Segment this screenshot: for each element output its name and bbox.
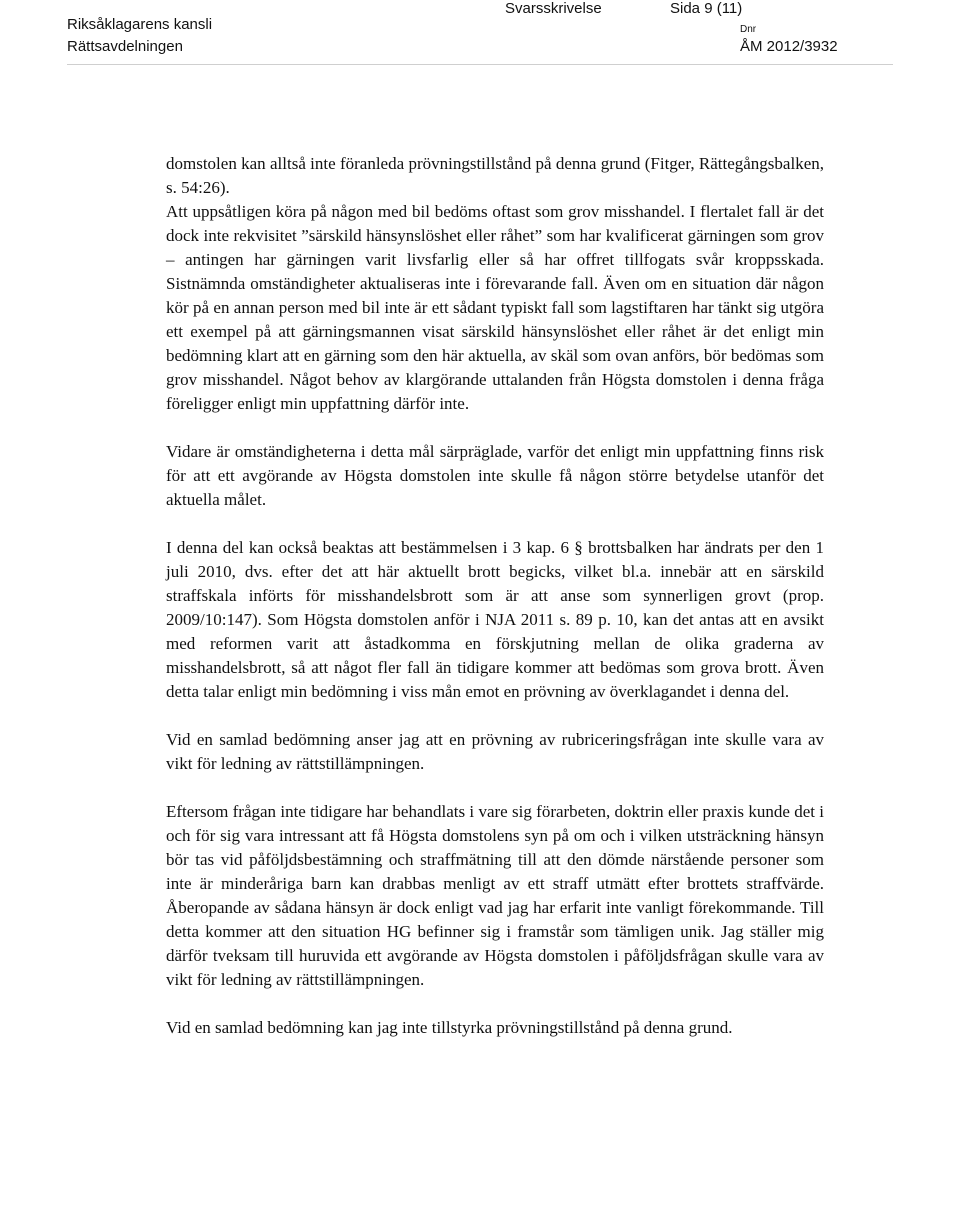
- dnr-label: Dnr: [740, 24, 757, 35]
- paragraph-slutsats: Vid en samlad bedömning kan jag inte tillstyrka prövningstillstånd på denna grund.: [166, 1018, 733, 1037]
- paragraph-lagandring-rest: brottsbalken har ändrats per den 1 juli 2010, dvs. efter det att här aktuellt brott begicks, vilket bl.a. innebär att en särskild straffskala införts för misshandelsbrott som är att anse som synnerligen grovt (prop. 2009/10:147). Som Högsta domstolen anför i NJA 2011 s. 89 p. 10, kan det antas att en avsikt med reformen varit att åstadkomma en förskjutning mellan de olika graderna av misshandelsbrott, så att något fler fall än tidigare kommer att bedömas som grova brott. Även detta talar enligt min bedömning i viss mån emot en prövning av överklagandet i denna del.: [166, 538, 824, 701]
- header-divider: [67, 64, 893, 65]
- paragraph-lagandring: [166, 536, 824, 704]
- paragraph-omstandigheter: Vidare är omständigheterna i detta mål särpräglade, varför det enligt min uppfattning finns risk för att ett avgörande av Högsta domstolen inte skulle få någon större betydelse utanför det aktuella målet.: [166, 442, 824, 509]
- document-type: Svarsskrivelse: [505, 0, 602, 17]
- department-name: Rättsavdelningen: [67, 38, 183, 55]
- case-number: ÅM 2012/3932: [740, 38, 838, 55]
- paragraph-misshandel: Att uppsåtligen köra på någon med bil bedöms oftast som grov misshandel. I flertalet fall är det dock inte rekvisitet ”särskild hänsynslöshet eller råhet” som har kvalificerat gärningen som grov – antingen har gärningen varit livsfarlig eller så har offret tillfogats svår kroppsskada. Sistnämnda omständigheter aktualiseras inte i förevarande fall. Även om en situation där någon kör på en annan person med bil inte är ett sådant typiskt fall som lagstiftaren har tänkt sig utgöra ett exempel på att gärningsmannen visat särskild hänsynslöshet eller råhet är det enligt min bedömning klart att en gärning som den här aktuella, av skäl som ovan anförs, bör bedömas som grov misshandel. Något behov av klargörande uttalanden från Högsta domstolen i denna fråga föreligger enligt min uppfattning därför inte.: [166, 202, 824, 413]
- paragraph-rubricering-slutsats: Vid en samlad bedömning anser jag att en prövning av rubriceringsfrågan inte skulle vara av vikt för ledning av rättstillämpningen.: [166, 730, 824, 773]
- document-body: [166, 152, 824, 1064]
- page-number: Sida 9 (11): [670, 0, 743, 17]
- section-sign: §: [574, 538, 583, 557]
- paragraph-pafoljd: Eftersom frågan inte tidigare har behandlats i vare sig förarbeten, doktrin eller praxis kunde det i och för sig vara intressant att få Högsta domstolens syn på om och i vilken utsträckning hänsyn bör tas vid påföljdsbestämning och straffmätning till att den dömde närstående personer som inte är minderåriga barn kan drabbas menligt av ett straff utmätt efter brottets straffvärde. Åberopande av sådana hänsyn är dock enligt vad jag har erfarit inte vanligt förekommande. Till detta kommer att den situation HG befinner sig i framstår som tämligen unik. Jag ställer mig därför tveksam till huruvida ett avgörande av Högsta domstolen i påföljdsfrågan skulle vara av vikt för ledning av rättstillämpningen.: [166, 802, 824, 989]
- page-header: [0, 0, 960, 64]
- paragraph-lagandring-start: I denna del kan också beaktas att bestämmelsen i 3 kap. 6: [166, 538, 575, 557]
- organization-name: Riksåklagarens kansli: [67, 16, 213, 33]
- paragraph-continuation: domstolen kan alltså inte föranleda prövningstillstånd på denna grund (Fitger, Rättegångsbalken, s. 54:26).: [166, 154, 824, 197]
